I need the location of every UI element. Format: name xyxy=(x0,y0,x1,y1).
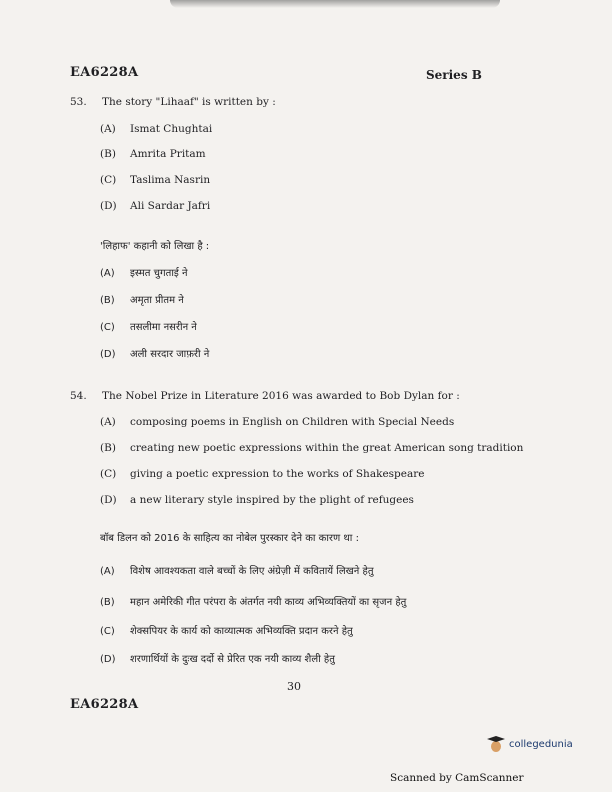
page-number: 30 xyxy=(287,680,301,693)
option-53-d-hindi: (D) अली सरदार जाफ़री ने xyxy=(100,349,210,360)
question-number: 54. xyxy=(70,390,87,402)
question-54 xyxy=(70,390,460,402)
option-53-d: (D) Ali Sardar Jafri xyxy=(100,200,211,212)
option-53-c: (C) Taslima Nasrin xyxy=(100,174,211,186)
paper-code-footer: EA6228A xyxy=(70,697,139,712)
option-54-a-hindi: (A) विशेष आवश्यकता वाले बच्चों के लिए अंग्रेज़ी में कवितायें लिखने हेतु xyxy=(100,566,374,577)
question-54-hindi: बॉब डिलन को 2016 के साहित्य का नोबेल पुरस्कार देने का कारण था : xyxy=(100,533,359,544)
option-53-a: (A) Ismat Chughtai xyxy=(100,123,213,135)
graduate-cap-icon xyxy=(486,736,506,754)
collegedunia-logo xyxy=(486,736,573,754)
option-54-d-hindi: (D) शरणार्थियों के दुःख दर्दो से प्रेरित एक नयी काव्य शैली हेतु xyxy=(100,654,335,665)
question-53 xyxy=(70,96,276,108)
option-53-c-hindi: (C) तसलीमा नसरीन ने xyxy=(100,322,197,333)
series-label: Series B xyxy=(426,68,482,82)
question-53-hindi: 'लिहाफ' कहानी को लिखा है : xyxy=(100,241,210,252)
paper-code-header: EA6228A xyxy=(70,65,139,80)
option-54-d: (D) a new literary style inspired by the plight of refugees xyxy=(100,494,414,506)
option-53-b: (B) Amrita Pritam xyxy=(100,148,206,160)
question-number: 53. xyxy=(70,96,87,108)
option-54-c: (C) giving a poetic expression to the works of Shakespeare xyxy=(100,468,425,480)
option-54-b-hindi: (B) महान अमेरिकी गीत परंपरा के अंतर्गत नयी काव्य अभिव्यक्तियों का सृजन हेतु xyxy=(100,597,407,608)
option-54-b: (B) creating new poetic expressions within the great American song tradition xyxy=(100,442,524,454)
option-54-c-hindi: (C) शेक्सपियर के कार्य को काव्यात्मक अभिव्यक्ति प्रदान करने हेतु xyxy=(100,626,353,637)
option-53-a-hindi: (A) इस्मत चुगताई ने xyxy=(100,268,188,279)
option-53-b-hindi: (B) अमृता प्रीतम ने xyxy=(100,295,184,306)
question-text: The Nobel Prize in Literature 2016 was awarded to Bob Dylan for : xyxy=(102,390,460,402)
option-54-a: (A) composing poems in English on Children with Special Needs xyxy=(100,416,455,428)
scan-shadow xyxy=(170,0,500,8)
scanned-by-text: Scanned by CamScanner xyxy=(390,772,524,784)
logo-name: collegedunia xyxy=(509,739,573,750)
question-text: The story "Lihaaf" is written by : xyxy=(102,96,276,108)
